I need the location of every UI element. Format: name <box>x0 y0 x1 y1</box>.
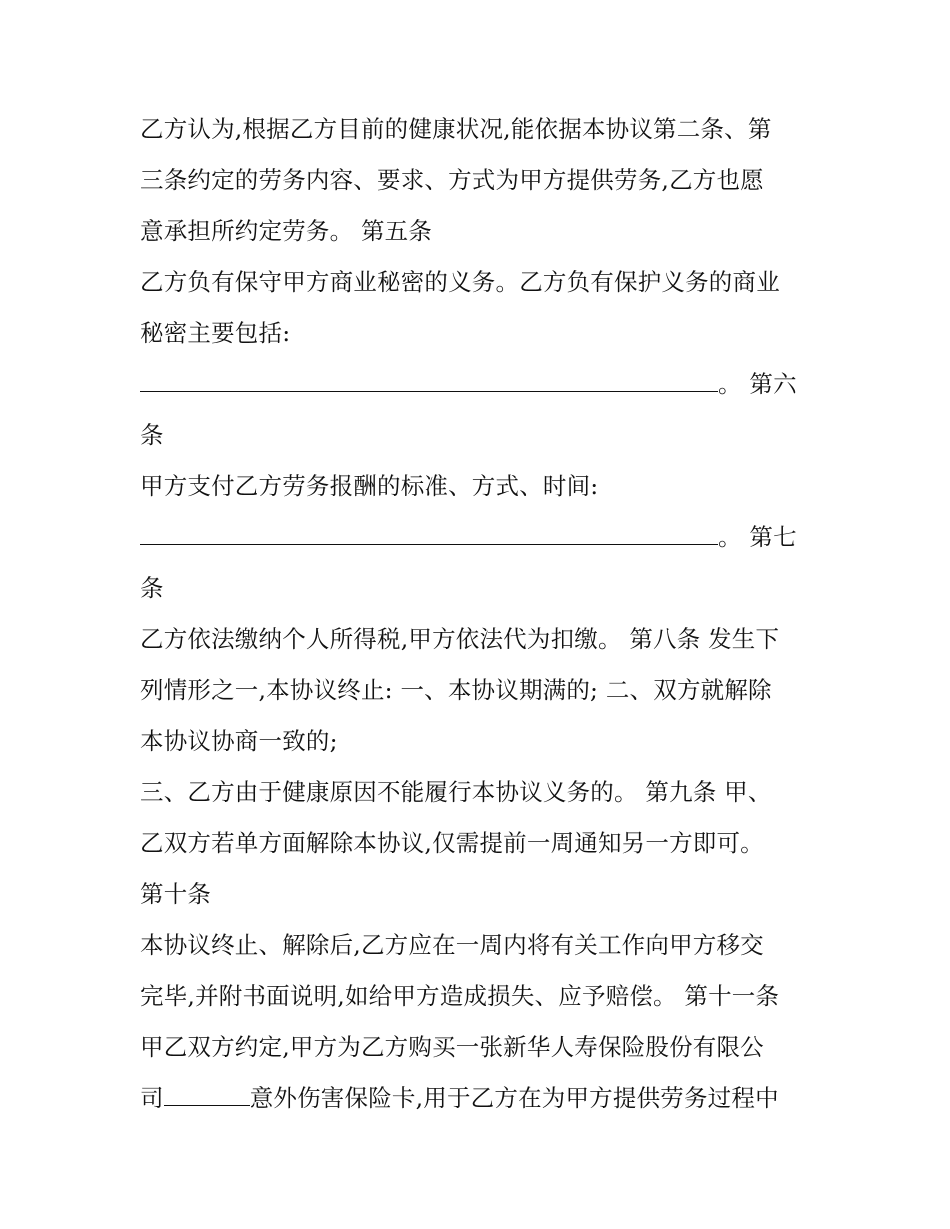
text-line: 条 <box>140 421 164 449</box>
blank-underline <box>164 1087 250 1106</box>
text-line: 第十条 <box>140 880 212 908</box>
clause-ref: 。 第七 <box>718 523 797 551</box>
text-line: 乙双方若单方面解除本协议,仅需提前一周通知另一方即可。 <box>140 829 764 857</box>
blank-underline <box>140 373 718 392</box>
text-fragment: 司 <box>140 1084 164 1112</box>
clause-ref: 。 第六 <box>718 370 797 398</box>
text-line <box>140 359 820 410</box>
text-line <box>140 1073 820 1124</box>
blank-underline <box>140 526 718 545</box>
text-line: 条 <box>140 574 164 602</box>
text-fragment: 意外伤害保险卡,用于乙方在为甲方提供劳务过程中 <box>249 1084 779 1112</box>
text-line: 秘密主要包括: <box>140 319 291 347</box>
text-line <box>140 512 820 563</box>
text-line: 甲方支付乙方劳务报酬的标准、方式、时间: <box>140 472 599 500</box>
text-line: 甲乙双方约定,甲方为乙方购买一张新华人寿保险股份有限公 <box>140 1033 764 1061</box>
text-line: 乙方依法缴纳个人所得税,甲方依法代为扣缴。 第八条 发生下 <box>140 625 780 653</box>
text-line: 乙方认为,根据乙方目前的健康状况,能依据本协议第二条、第 <box>140 115 772 143</box>
text-line: 本协议终止、解除后,乙方应在一周内将有关工作向甲方移交 <box>140 931 764 959</box>
text-line: 乙方负有保守甲方商业秘密的义务。乙方负有保护义务的商业 <box>140 268 780 296</box>
text-line: 列情形之一,本协议终止: 一、本协议期满的; 二、双方就解除 <box>140 676 772 704</box>
text-line: 意承担所约定劳务。 第五条 <box>140 217 433 245</box>
text-line: 本协议协商一致的; <box>140 727 338 755</box>
text-line: 三、乙方由于健康原因不能履行本协议义务的。 第九条 甲、 <box>140 778 772 806</box>
text-line: 完毕,并附书面说明,如给甲方造成损失、应予赔偿。 第十一条 <box>140 982 780 1010</box>
text-line: 三条约定的劳务内容、要求、方式为甲方提供劳务,乙方也愿 <box>140 166 764 194</box>
document-body <box>140 104 820 1124</box>
